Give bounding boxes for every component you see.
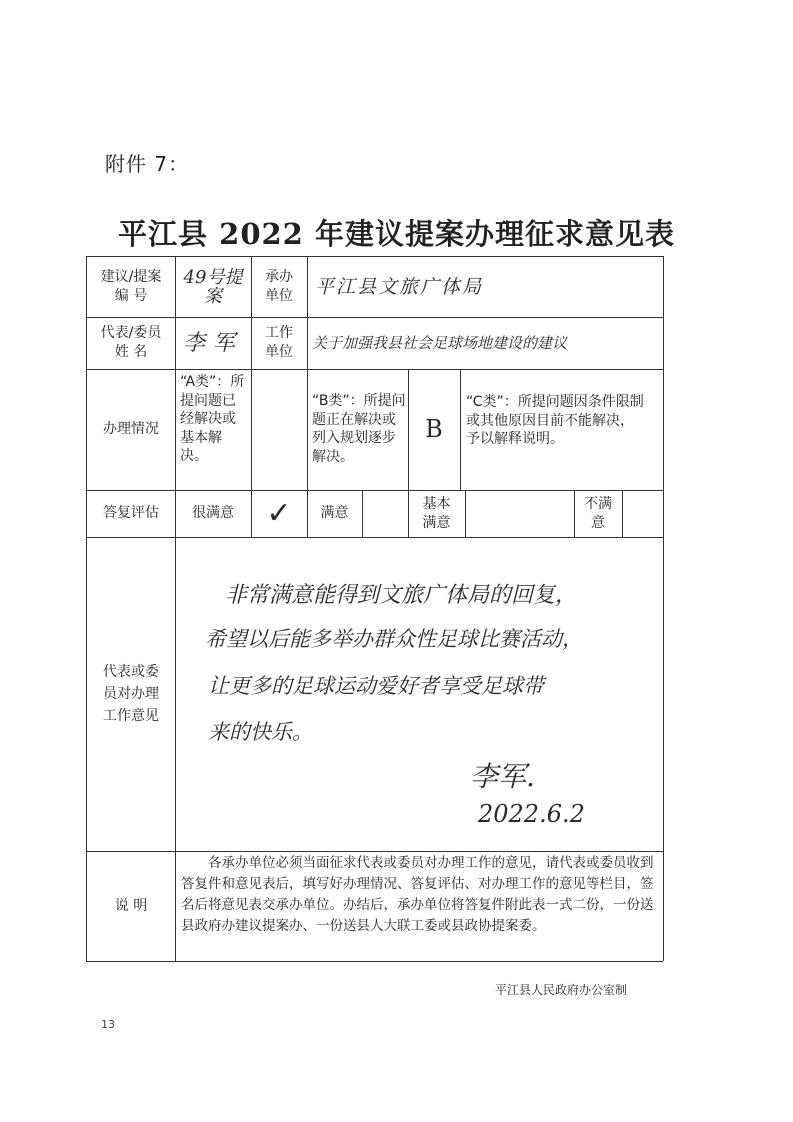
page-number: 13 bbox=[101, 1018, 115, 1031]
opinion-line-3: 让更多的足球运动爱好者享受足球带 bbox=[208, 674, 544, 698]
satisfied-label: 满意 bbox=[320, 505, 349, 521]
undertaking-unit-label: 承办 单位 bbox=[265, 269, 293, 304]
very-satisfied-label: 很满意 bbox=[192, 505, 234, 521]
evaluation-label: 答复评估 bbox=[103, 505, 159, 521]
unsatisfied-label: 不满 意 bbox=[584, 495, 612, 531]
very-satisfied-check-icon: ✓ bbox=[266, 496, 292, 531]
class-a-description: “A类”：所提问题已经解决或基本解决。 bbox=[180, 374, 245, 464]
class-c-description: “C类”：所提问题因条件限制或其他原因目前不能解决，予以解释说明。 bbox=[466, 394, 644, 447]
class-b-description: “B类”：所提问题正在解决或列入规划逐步解决。 bbox=[312, 393, 406, 465]
selected-class-mark: B bbox=[425, 415, 443, 443]
form-title: 平江县 2022 年建议提案办理征求意见表 bbox=[118, 217, 675, 251]
basically-satisfied-label: 基本 满意 bbox=[422, 495, 451, 531]
work-unit-value: 关于加强我县社会足球场地建设的建议 bbox=[312, 333, 568, 352]
opinion-line-4: 来的快乐。 bbox=[208, 720, 313, 744]
proposal-number-value: 49号提案 bbox=[183, 267, 243, 307]
opinion-line-2: 希望以后能多举办群众性足球比赛活动， bbox=[205, 627, 583, 651]
handling-status-label: 办理情况 bbox=[103, 421, 159, 437]
opinion-line-1: 非常满意能得到文旅广体局的回复， bbox=[225, 583, 578, 608]
representative-name-value: 李军 bbox=[182, 330, 243, 356]
issuer-footer: 平江县人民政府办公室制 bbox=[495, 983, 628, 997]
representative-name-label: 代表/委员 姓 名 bbox=[100, 325, 162, 360]
notes-label: 说 明 bbox=[114, 897, 148, 914]
signature-date: 2022.6.2 bbox=[478, 800, 585, 828]
attachment-label: 附件 7： bbox=[105, 152, 190, 176]
work-unit-label: 工作 单位 bbox=[265, 325, 293, 360]
undertaking-unit-value: 平江县文旅广体局 bbox=[315, 275, 484, 298]
signature: 李军. bbox=[470, 760, 535, 793]
proposal-number-label: 建议/提案 编 号 bbox=[100, 269, 162, 304]
notes-text: 各承办单位必须当面征求代表或委员对办理工作的意见，请代表或委员收到答复件和意见表后，填写好办理情况、答复评估、对办理工作的意见等栏目，签名后将意见表交承办单位。办结后，承办单位将答复件附此表一式二份，一份送县政府办建议提案办、一份送县人大联工委或县政协提案委。 bbox=[181, 855, 654, 934]
opinion-label: 代表或委 员对办理 工作意见 bbox=[103, 664, 159, 724]
